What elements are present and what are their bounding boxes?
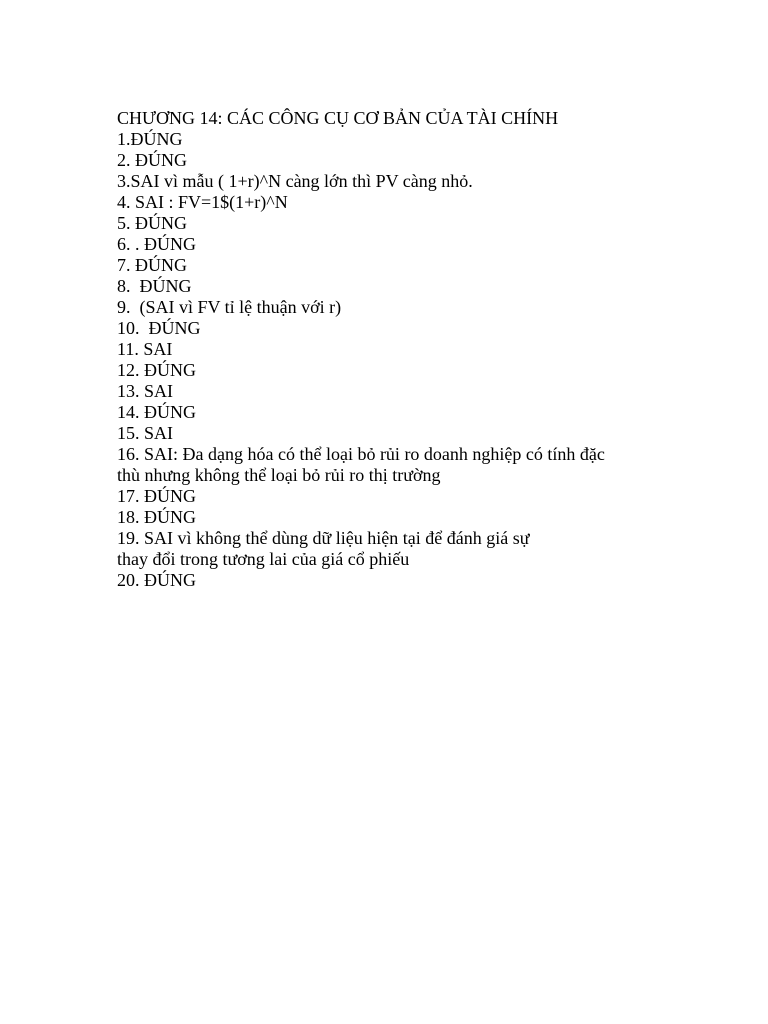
- document-page: [117, 108, 717, 591]
- answer-line: 15. SAI: [117, 423, 174, 443]
- answer-line-continuation: thù nhưng không thể loại bỏ rủi ro thị trường: [117, 465, 441, 485]
- answer-line: 12. ĐÚNG: [117, 360, 196, 380]
- answer-line-continuation: thay đổi trong tương lai của giá cổ phiếu: [117, 549, 410, 569]
- answer-line: 17. ĐÚNG: [117, 486, 196, 506]
- answer-line: 7. ĐÚNG: [117, 255, 187, 275]
- answer-line: 16. SAI: Đa dạng hóa có thể loại bỏ rủi ro doanh nghiệp có tính đặc: [117, 444, 605, 464]
- answer-line: 8. ĐÚNG: [117, 276, 192, 296]
- answer-line: 13. SAI: [117, 381, 174, 401]
- answer-line: 9. (SAI vì FV tỉ lệ thuận với r): [117, 297, 342, 317]
- answer-line: 5. ĐÚNG: [117, 213, 187, 233]
- answer-line: 19. SAI vì không thể dùng dữ liệu hiện tại để đánh giá sự: [117, 528, 530, 548]
- answer-line: 10. ĐÚNG: [117, 318, 201, 338]
- answer-line: 11. SAI: [117, 339, 173, 359]
- answer-line: 2. ĐÚNG: [117, 150, 187, 170]
- answer-line: 4. SAI : FV=1$(1+r)^N: [117, 192, 288, 212]
- answer-line: 6. . ĐÚNG: [117, 234, 196, 254]
- answer-line: 3.SAI vì mẫu ( 1+r)^N càng lớn thì PV càng nhỏ.: [117, 171, 473, 191]
- answer-line: 1.ĐÚNG: [117, 129, 183, 149]
- answer-line: 20. ĐÚNG: [117, 570, 196, 590]
- page-title: CHƯƠNG 14: CÁC CÔNG CỤ CƠ BẢN CỦA TÀI CHÍNH: [117, 108, 559, 128]
- answer-line: 14. ĐÚNG: [117, 402, 196, 422]
- answer-line: 18. ĐÚNG: [117, 507, 196, 527]
